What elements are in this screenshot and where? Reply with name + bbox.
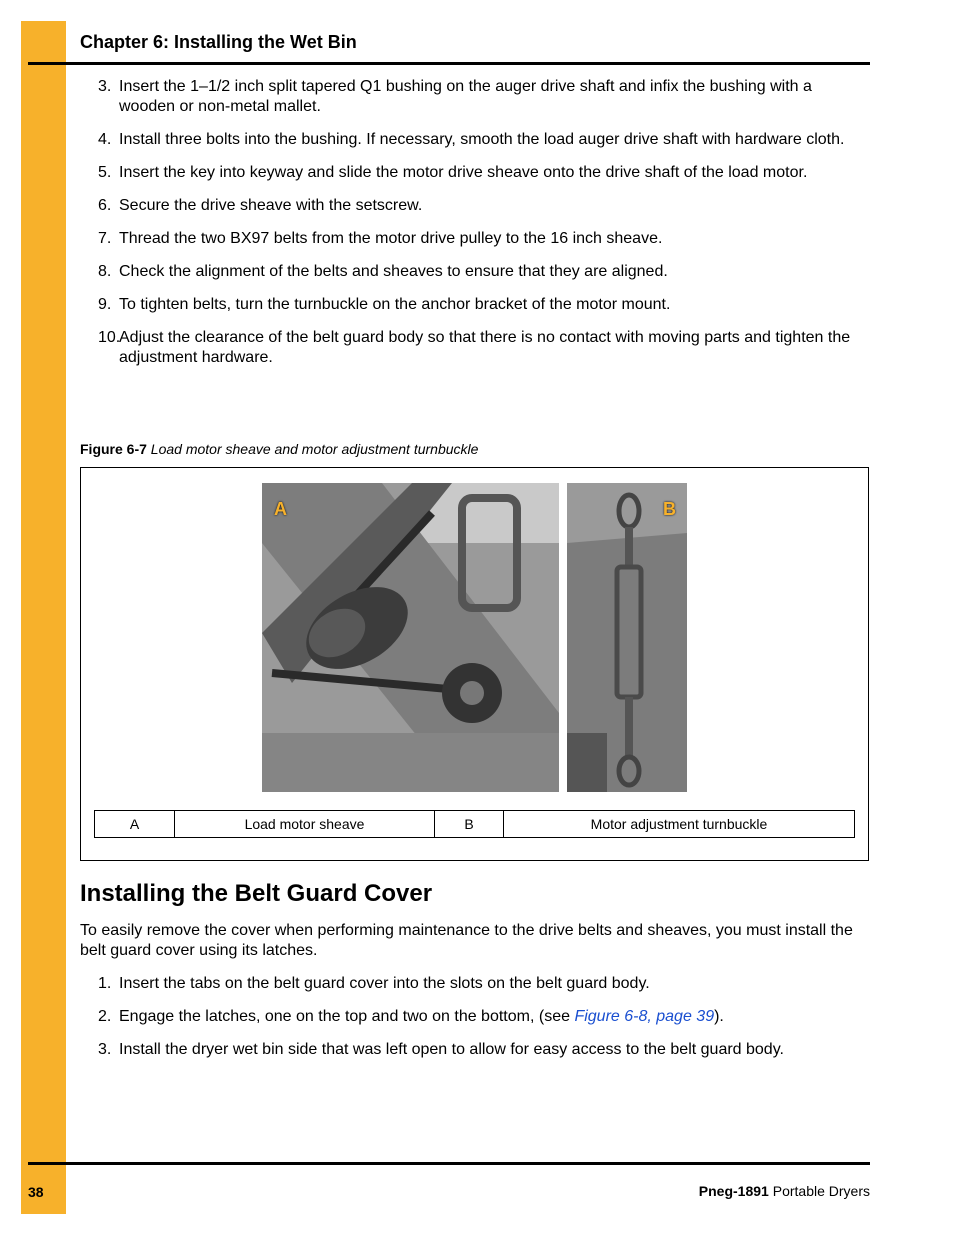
step-item: [80, 130, 870, 150]
step-text-after: ).: [714, 1008, 724, 1025]
legend-description: Load motor sheave: [175, 811, 435, 837]
step-number: 3.: [98, 1041, 112, 1058]
step-text-before: Engage the latches, one on the top and two on the bottom, (see: [119, 1008, 575, 1025]
page-side-bar: [21, 21, 66, 1214]
page-number: 38: [28, 1184, 44, 1200]
footer-rule: [28, 1162, 870, 1165]
document-name: Portable Dryers: [772, 1183, 870, 1199]
photo-load-motor-sheave: [262, 483, 559, 792]
figure-label: Figure 6-7: [80, 441, 147, 457]
step-number: 10.: [98, 329, 121, 346]
step-item: [80, 77, 870, 117]
step-item: [80, 196, 870, 216]
step-text: Insert the 1–1/2 inch split tapered Q1 bushing on the auger drive shaft and infix the bushing with a wooden or non-metal mallet.: [119, 78, 812, 115]
step-item: [80, 229, 870, 249]
step-number: 4.: [98, 131, 112, 148]
section-title: Installing the Belt Guard Cover: [80, 880, 433, 907]
figure-cross-reference-link[interactable]: Figure 6-8, page 39: [574, 1008, 715, 1025]
step-number: 9.: [98, 296, 112, 313]
step-text: To tighten belts, turn the turnbuckle on the anchor bracket of the motor mount.: [119, 296, 671, 313]
step-number: 5.: [98, 164, 112, 181]
figure-legend-table: [94, 810, 855, 838]
step-number: 2.: [98, 1008, 112, 1025]
step-text: Check the alignment of the belts and sheaves to ensure that they are aligned.: [119, 263, 668, 280]
step-number: 7.: [98, 230, 112, 247]
chapter-title: Chapter 6: Installing the Wet Bin: [80, 32, 357, 52]
step-text: Install three bolts into the bushing. If necessary, smooth the load auger drive shaft with hardware cloth.: [119, 131, 845, 148]
step-item: [80, 1007, 870, 1027]
photo-b-label: B: [663, 499, 676, 519]
legend-description: Motor adjustment turnbuckle: [590, 816, 768, 832]
photo-b-illustration: [567, 483, 687, 792]
photo-a-label: A: [274, 499, 287, 519]
step-item: [80, 1040, 870, 1060]
step-text: Insert the tabs on the belt guard cover into the slots on the belt guard body.: [119, 975, 650, 992]
footer-document-title: [699, 1183, 870, 1199]
step-number: 6.: [98, 197, 112, 214]
step-number: 3.: [98, 78, 112, 95]
step-item: [80, 262, 870, 282]
step-item: [80, 163, 870, 183]
step-number: 1.: [98, 975, 112, 992]
section-intro: To easily remove the cover when performing maintenance to the drive belts and sheaves, you must install the belt guard cover using its latches.: [80, 922, 853, 959]
photo-motor-turnbuckle: [567, 483, 687, 792]
header-rule: [28, 62, 870, 65]
step-item: [80, 974, 870, 994]
figure-caption: [80, 441, 478, 457]
step-item: [80, 295, 870, 315]
step-text: Adjust the clearance of the belt guard body so that there is no contact with moving parts and tighten the adjustment hardware.: [119, 329, 851, 366]
legend-key: A: [95, 811, 175, 837]
step-number: 8.: [98, 263, 112, 280]
step-text: Insert the key into keyway and slide the motor drive sheave onto the drive shaft of the load motor.: [119, 164, 808, 181]
figure-caption-text: Load motor sheave and motor adjustment turnbuckle: [150, 441, 479, 457]
step-text: Install the dryer wet bin side that was left open to allow for easy access to the belt guard body.: [119, 1041, 784, 1058]
document-id: Pneg-1891: [698, 1183, 769, 1199]
procedure-steps-part1: [80, 77, 870, 381]
step-text: Thread the two BX97 belts from the motor drive pulley to the 16 inch sheave.: [119, 230, 663, 247]
photo-a-illustration: [262, 483, 559, 792]
step-item: [80, 328, 870, 368]
procedure-steps-part2: [80, 974, 870, 1073]
legend-key: B: [435, 811, 504, 837]
step-text: Secure the drive sheave with the setscrew.: [119, 197, 423, 214]
